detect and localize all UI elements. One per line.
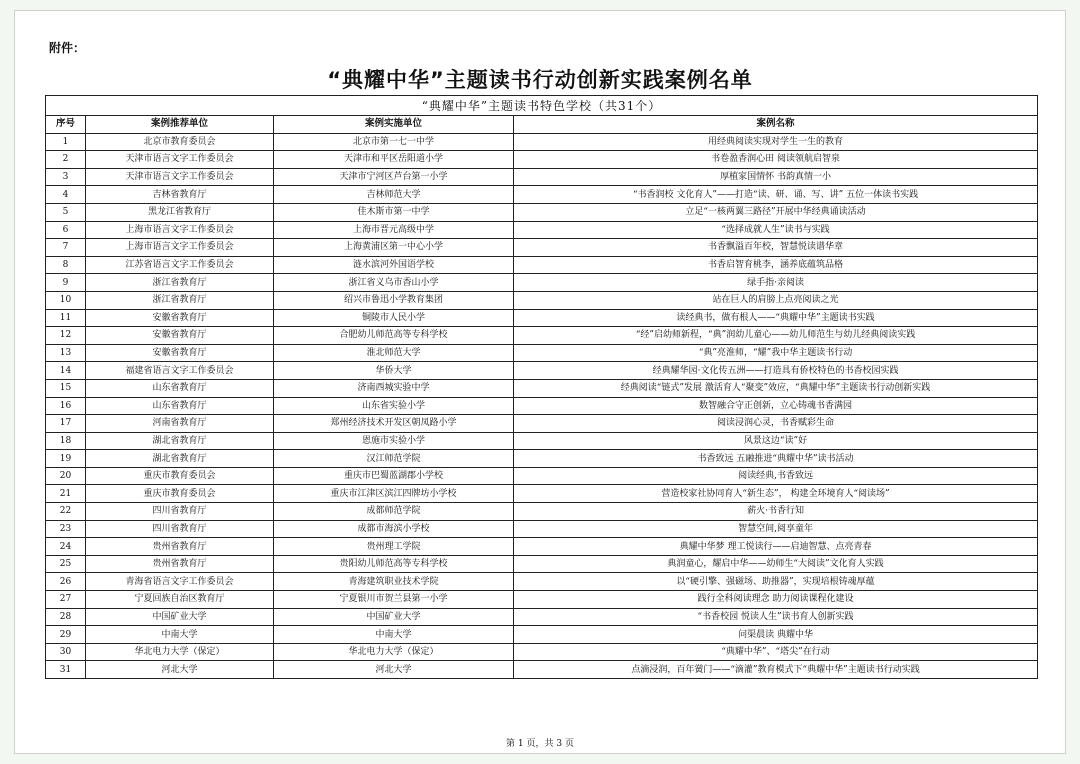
recommending-unit: 华北电力大学（保定） [86,643,274,661]
recommending-unit: 河北大学 [86,661,274,679]
row-number: 22 [46,503,86,521]
header-row [46,116,1038,134]
recommending-unit: 福建省语言文字工作委员会 [86,362,274,380]
implementing-unit: 贵阳幼儿师范高等专科学校 [274,555,514,573]
table-row [46,643,1038,661]
table-body [46,133,1038,678]
row-number: 18 [46,432,86,450]
document-page [14,10,1066,754]
table-row [46,661,1038,679]
row-number: 26 [46,573,86,591]
implementing-unit: 天津市和平区岳阳道小学 [274,151,514,169]
recommending-unit: 浙江省教育厅 [86,291,274,309]
case-name: 厚植家国情怀 书韵真情一小 [514,168,1038,186]
recommending-unit: 青海省语言文字工作委员会 [86,573,274,591]
recommending-unit: 重庆市教育委员会 [86,467,274,485]
row-number: 3 [46,168,86,186]
row-number: 10 [46,291,86,309]
recommending-unit: 浙江省教育厅 [86,274,274,292]
row-number: 20 [46,467,86,485]
table-row [46,362,1038,380]
case-name: 阅读经典,书香致远 [514,467,1038,485]
table-row [46,573,1038,591]
implementing-unit: 合肥幼儿师范高等专科学校 [274,327,514,345]
implementing-unit: 宁夏银川市贺兰县第一小学 [274,591,514,609]
table-row [46,415,1038,433]
table-row [46,186,1038,204]
attachment-label: 附件： [49,41,86,55]
implementing-unit: 上海黄浦区第一中心小学 [274,239,514,257]
row-number: 12 [46,327,86,345]
case-name: 书香飘溢百年校，智慧悦读谱华章 [514,239,1038,257]
table-row [46,133,1038,151]
row-number: 27 [46,591,86,609]
implementing-unit: 淮北师范大学 [274,344,514,362]
recommending-unit: 中国矿业大学 [86,608,274,626]
case-name: “典耀中华”、“塔尖”在行动 [514,643,1038,661]
table-row [46,239,1038,257]
implementing-unit: 铜陵市人民小学 [274,309,514,327]
table-row [46,608,1038,626]
case-name: “书香校园 悦读人生”读书育人创新实践 [514,608,1038,626]
row-number: 21 [46,485,86,503]
section-title-row [46,96,1038,116]
implementing-unit: 华北电力大学（保定） [274,643,514,661]
recommending-unit: 上海市语言文字工作委员会 [86,221,274,239]
recommending-unit: 上海市语言文字工作委员会 [86,239,274,257]
recommending-unit: 宁夏回族自治区教育厅 [86,591,274,609]
table-row [46,397,1038,415]
section-title: “典耀中华”主题读书特色学校（共31个） [46,96,1038,116]
row-number: 30 [46,643,86,661]
recommending-unit: 四川省教育厅 [86,520,274,538]
table-row [46,203,1038,221]
recommending-unit: 湖北省教育厅 [86,432,274,450]
recommending-unit: 江苏省语言文字工作委员会 [86,256,274,274]
implementing-unit: 涟水滨河外国语学校 [274,256,514,274]
case-name: 书卷盈香润心田 阅读领航启智泉 [514,151,1038,169]
recommending-unit: 河南省教育厅 [86,415,274,433]
implementing-unit: 中南大学 [274,626,514,644]
recommending-unit: 山东省教育厅 [86,379,274,397]
implementing-unit: 绍兴市鲁迅小学教育集团 [274,291,514,309]
table-row [46,256,1038,274]
document-title: “典耀中华”主题读书行动创新实践案例名单 [327,68,753,92]
table-row [46,291,1038,309]
implementing-unit: 佳木斯市第一中学 [274,203,514,221]
table-row [46,274,1038,292]
table-row [46,151,1038,169]
table-row [46,485,1038,503]
recommending-unit: 安徽省教育厅 [86,344,274,362]
recommending-unit: 天津市语言文字工作委员会 [86,151,274,169]
table-row [46,379,1038,397]
header-recommender: 案例推荐单位 [86,116,274,134]
case-name: 用经典阅读实现对学生一生的教育 [514,133,1038,151]
implementing-unit: 济南西城实验中学 [274,379,514,397]
recommending-unit: 黑龙江省教育厅 [86,203,274,221]
table-row [46,626,1038,644]
implementing-unit: 成都师范学院 [274,503,514,521]
implementing-unit: 上海市晋元高级中学 [274,221,514,239]
table-row [46,168,1038,186]
recommending-unit: 四川省教育厅 [86,503,274,521]
table-row [46,467,1038,485]
row-number: 28 [46,608,86,626]
table-row [46,221,1038,239]
header-case-name: 案例名称 [514,116,1038,134]
implementing-unit: 华侨大学 [274,362,514,380]
implementing-unit: 吉林师范大学 [274,186,514,204]
case-name: 典润童心，耀启中华——幼师生“大阅读”文化育人实践 [514,555,1038,573]
case-name: 立足“一核两翼三路径”开展中华经典诵读活动 [514,203,1038,221]
implementing-unit: 郑州经济技术开发区朝凤路小学 [274,415,514,433]
row-number: 5 [46,203,86,221]
row-number: 25 [46,555,86,573]
case-name: 智慧空间,阅享童年 [514,520,1038,538]
implementing-unit: 恩施市实验小学 [274,432,514,450]
implementing-unit: 浙江省义乌市香山小学 [274,274,514,292]
row-number: 9 [46,274,86,292]
case-name: 经典耀华园·文化传五洲——打造具有侨校特色的书香校园实践 [514,362,1038,380]
implementing-unit: 山东省实验小学 [274,397,514,415]
case-name: 数智融合守正创新，立心铸魂书香满园 [514,397,1038,415]
implementing-unit: 汉江师范学院 [274,450,514,468]
recommending-unit: 安徽省教育厅 [86,327,274,345]
table-row [46,591,1038,609]
implementing-unit: 重庆市江津区滨江四牌坊小学校 [274,485,514,503]
implementing-unit: 贵州理工学院 [274,538,514,556]
row-number: 15 [46,379,86,397]
case-name: “选择成就人生”读书与实践 [514,221,1038,239]
case-name: 薪火·书香行知 [514,503,1038,521]
row-number: 19 [46,450,86,468]
row-number: 23 [46,520,86,538]
table-row [46,309,1038,327]
case-name: 读经典书，做有根人——“典耀中华”主题读书实践 [514,309,1038,327]
row-number: 2 [46,151,86,169]
case-name: 站在巨人的肩膀上点亮阅读之光 [514,291,1038,309]
recommending-unit: 湖北省教育厅 [86,450,274,468]
row-number: 6 [46,221,86,239]
table-row [46,450,1038,468]
case-name: 典耀中华梦 理工悦读行——启迪智慧、点亮青春 [514,538,1038,556]
case-name: 书香启智育桃李，涵养底蕴筑品格 [514,256,1038,274]
recommending-unit: 北京市教育委员会 [86,133,274,151]
table-row [46,432,1038,450]
table-row [46,520,1038,538]
case-name: 营造校家社协同育人“新生态”， 构建全环境育人“阅读场” [514,485,1038,503]
recommending-unit: 天津市语言文字工作委员会 [86,168,274,186]
row-number: 4 [46,186,86,204]
row-number: 29 [46,626,86,644]
row-number: 1 [46,133,86,151]
row-number: 17 [46,415,86,433]
case-name: 点滴浸润，百年黉门——“滴灌”教育模式下“典耀中华”主题读书行动实践 [514,661,1038,679]
case-name: “经”启幼师新程，“典”润幼儿童心——幼儿师范生与幼儿经典阅读实践 [514,327,1038,345]
implementing-unit: 天津市宁河区芦台第一小学 [274,168,514,186]
row-number: 31 [46,661,86,679]
case-name: 问渠晨读 典耀中华 [514,626,1038,644]
case-name: “典”亮淮师，“耀”我中华主题读书行动 [514,344,1038,362]
table-row [46,327,1038,345]
row-number: 24 [46,538,86,556]
case-name: 践行全科阅读理念 助力阅读课程化建设 [514,591,1038,609]
table-row [46,555,1038,573]
case-name: “书香润校 文化育人”——打造“读、研、诵、写、讲” 五位一体读书实践 [514,186,1038,204]
case-name: 绿手指·亲阅读 [514,274,1038,292]
row-number: 11 [46,309,86,327]
row-number: 7 [46,239,86,257]
implementing-unit: 北京市第一七一中学 [274,133,514,151]
table-row [46,538,1038,556]
row-number: 8 [46,256,86,274]
row-number: 13 [46,344,86,362]
recommending-unit: 贵州省教育厅 [86,555,274,573]
recommending-unit: 贵州省教育厅 [86,538,274,556]
implementing-unit: 中国矿业大学 [274,608,514,626]
recommending-unit: 吉林省教育厅 [86,186,274,204]
recommending-unit: 重庆市教育委员会 [86,485,274,503]
page-footer: 第 1 页，共 3 页 [506,739,574,749]
header-implementer: 案例实施单位 [274,116,514,134]
recommending-unit: 安徽省教育厅 [86,309,274,327]
case-name: 阅读浸润心灵，书香赋彩生命 [514,415,1038,433]
case-name: 经典阅读“链式”发展 激活育人“聚变”效应，“典耀中华”主题读书行动创新实践 [514,379,1038,397]
recommending-unit: 中南大学 [86,626,274,644]
case-name: 以“硬引擎、强磁场、助推器”，实现培根铸魂厚蕴 [514,573,1038,591]
case-name: 风景这边“读”好 [514,432,1038,450]
header-no: 序号 [46,116,86,134]
implementing-unit: 青海建筑职业技术学院 [274,573,514,591]
implementing-unit: 河北大学 [274,661,514,679]
implementing-unit: 重庆市巴蜀蓝湖郡小学校 [274,467,514,485]
row-number: 14 [46,362,86,380]
case-list-table [45,95,1038,679]
implementing-unit: 成都市海滨小学校 [274,520,514,538]
row-number: 16 [46,397,86,415]
recommending-unit: 山东省教育厅 [86,397,274,415]
table-row [46,344,1038,362]
case-name: 书香致远 五融推进“典耀中华”读书活动 [514,450,1038,468]
table-row [46,503,1038,521]
